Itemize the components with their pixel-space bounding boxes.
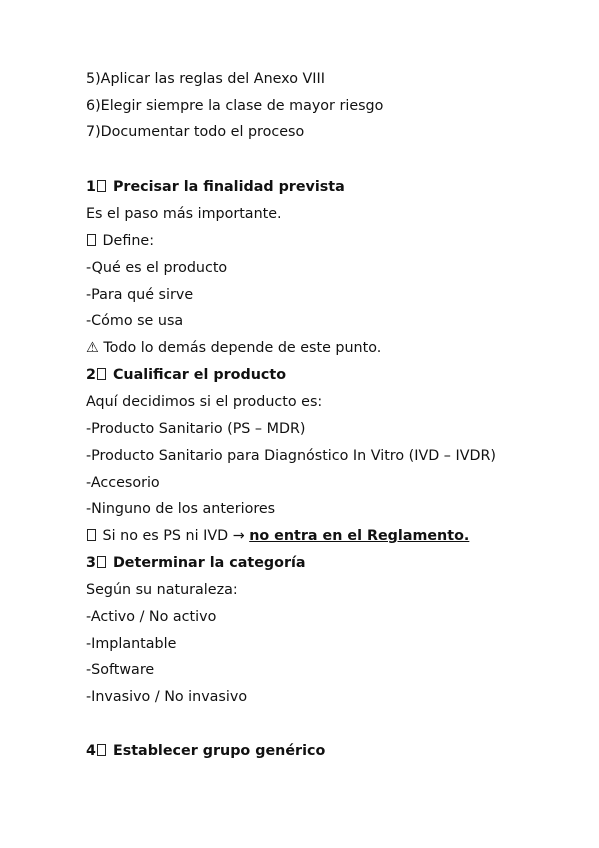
section-1-title: Precisar la finalidad prevista: [112, 179, 345, 195]
section-3-title: Determinar la categoría: [112, 555, 306, 571]
step-5: 5)Aplicar las reglas del Anexo VIII: [86, 71, 325, 87]
pin-icon: [87, 234, 96, 246]
section-4-number: 4: [86, 743, 96, 759]
section-1-heading: [86, 177, 345, 197]
section-3-item: -Activo / No activo: [86, 609, 217, 625]
section-3-number: 3: [86, 555, 96, 571]
section-4-title: Establecer grupo genérico: [112, 743, 326, 759]
section-2-number: 2: [86, 367, 96, 383]
section-3-intro: Según su naturaleza:: [86, 582, 238, 598]
section-1-intro: Es el paso más importante.: [86, 206, 282, 222]
section-3-heading: [86, 553, 306, 573]
section-1-item: -Para qué sirve: [86, 287, 194, 303]
section-2-note: [86, 526, 469, 546]
keycap-box-icon: [97, 744, 106, 756]
step-7: 7)Documentar todo el proceso: [86, 124, 305, 140]
section-2-intro: Aquí decidimos si el producto es:: [86, 394, 323, 410]
step-6: 6)Elegir siempre la clase de mayor riesgo: [86, 98, 384, 114]
section-2-item: -Producto Sanitario (PS – MDR): [86, 421, 306, 437]
section-2-item: -Ninguno de los anteriores: [86, 501, 276, 517]
section-2-item: -Accesorio: [86, 475, 160, 491]
section-3-item: -Software: [86, 662, 155, 678]
keycap-box-icon: [97, 180, 106, 192]
keycap-box-icon: [97, 556, 106, 568]
section-1-item: -Cómo se usa: [86, 313, 184, 329]
section-1-item: -Qué es el producto: [86, 260, 228, 276]
note-prefix: Si no es PS ni IVD →: [102, 528, 250, 544]
section-3-item: -Implantable: [86, 636, 177, 652]
note-emphasis: no entra en el Reglamento.: [249, 528, 470, 544]
section-3-item: -Invasivo / No invasivo: [86, 689, 248, 705]
section-4-heading: [86, 741, 325, 761]
section-1-warning: ⚠ Todo lo demás depende de este punto.: [86, 340, 382, 356]
section-2-title: Cualificar el producto: [112, 367, 287, 383]
section-2-item: -Producto Sanitario para Diagnóstico In Vitro (IVD – IVDR): [86, 448, 496, 464]
section-1-define: [86, 231, 154, 251]
section-2-heading: [86, 365, 286, 385]
pointer-icon: [87, 529, 96, 541]
define-label: Define:: [102, 233, 155, 249]
keycap-box-icon: [97, 368, 106, 380]
section-1-number: 1: [86, 179, 96, 195]
